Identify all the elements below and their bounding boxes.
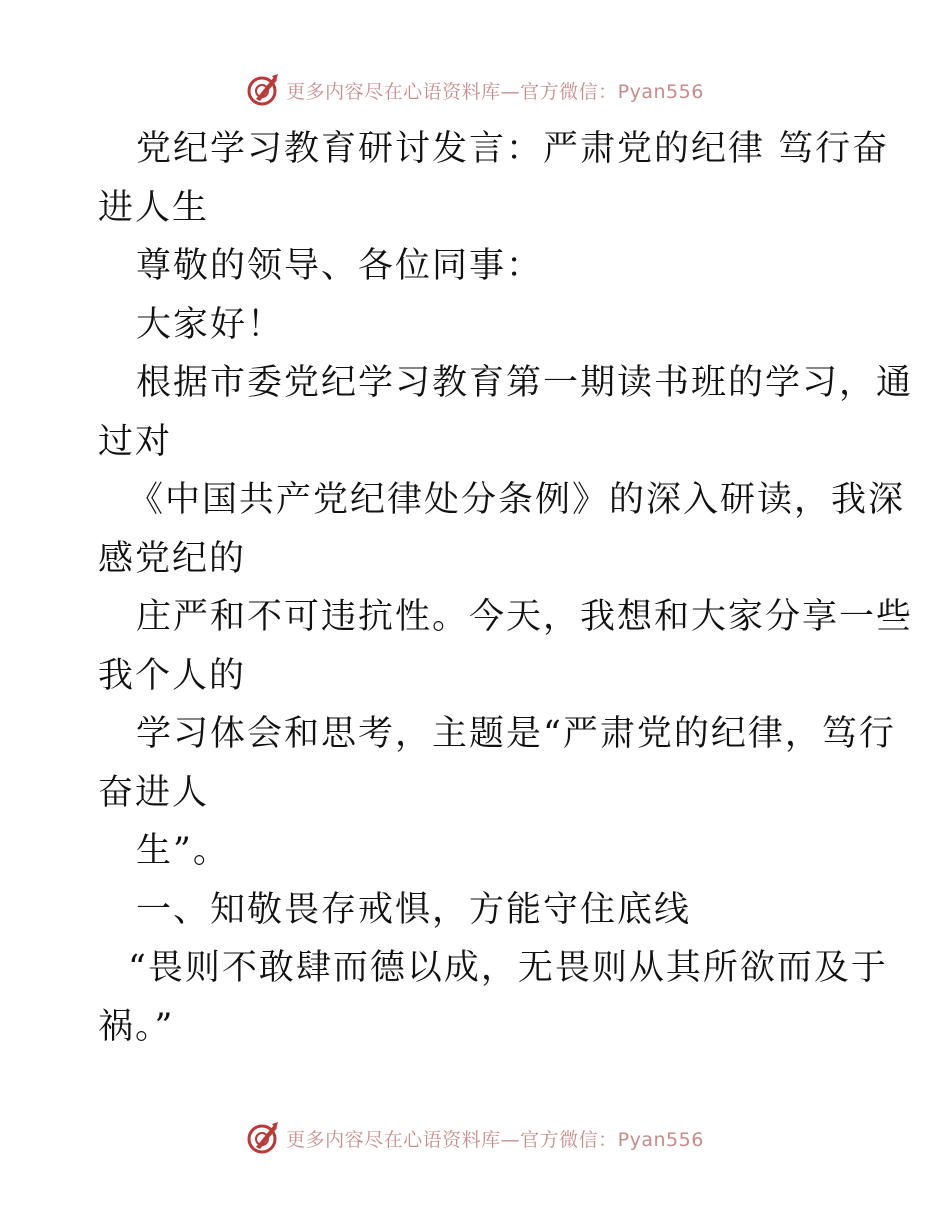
watermark-text: 更多内容尽在心语资料库—官方微信：Pyan556 xyxy=(286,1128,704,1151)
quill-logo-icon xyxy=(246,73,280,107)
doc-paragraph-line: 我个人的 xyxy=(98,655,247,696)
doc-section-heading: 一、知敬畏存戒惧，方能守住底线 xyxy=(136,889,692,930)
doc-paragraph-line: 《中国共产党纪律处分条例》的深入研读，我深 xyxy=(128,480,906,520)
watermark-header xyxy=(0,70,950,110)
doc-title-line-1: 党纪学习教育研讨发言：严肃党的纪律 笃行奋 xyxy=(136,129,890,169)
doc-paragraph-line: 学习体会和思考，主题是“严肃党的纪律，笃行 xyxy=(136,714,896,754)
doc-paragraph-line: 生”。 xyxy=(136,831,230,871)
watermark-text: 更多内容尽在心语资料库—官方微信：Pyan556 xyxy=(286,80,704,103)
doc-salutation: 大家好！ xyxy=(136,304,285,345)
doc-paragraph-line: 感党纪的 xyxy=(98,538,247,579)
doc-paragraph-line: 庄严和不可违抗性。今天，我想和大家分享一些 xyxy=(136,597,914,637)
doc-quote-line: “畏则不敢肆而德以成，无畏则从其所欲而及于 xyxy=(128,948,888,988)
quill-logo-icon xyxy=(246,1121,280,1155)
watermark-footer xyxy=(0,1118,950,1158)
doc-greeting: 尊敬的领导、各位同事： xyxy=(136,246,544,286)
document-body xyxy=(98,120,914,1056)
doc-title-line-2: 进人生 xyxy=(98,187,210,228)
doc-quote-line: 祸。” xyxy=(98,1006,175,1047)
doc-paragraph-line: 奋进人 xyxy=(98,772,210,813)
doc-paragraph-line: 根据市委党纪学习教育第一期读书班的学习，通 xyxy=(136,363,914,403)
doc-paragraph-line: 过对 xyxy=(98,421,173,462)
